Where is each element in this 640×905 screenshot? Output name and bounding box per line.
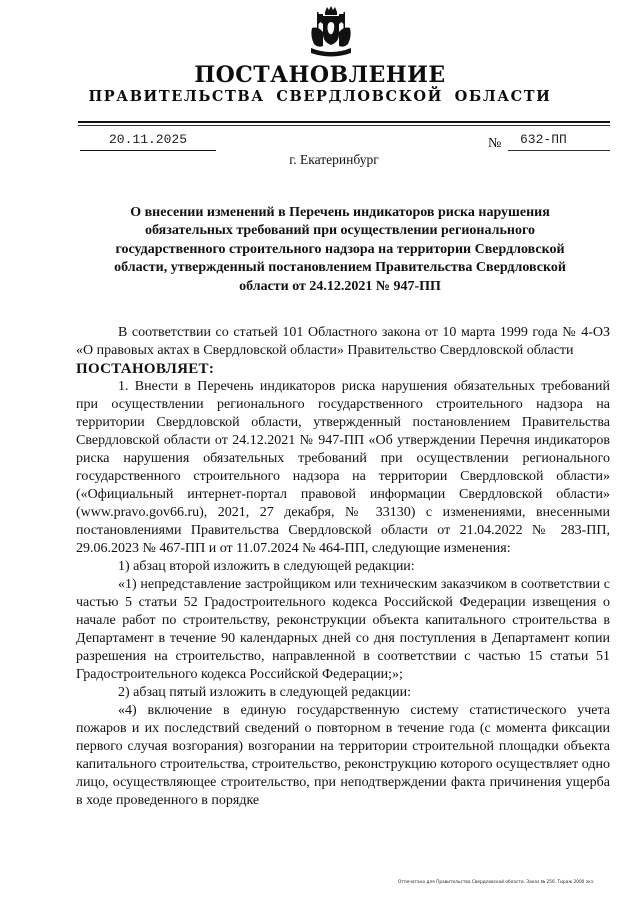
coat-of-arms-icon [308, 4, 354, 60]
decree-keyword: ПОСТАНОВЛЯЕТ: [76, 361, 215, 377]
document-heading: О внесении изменений в Перечень индикаторов риска нарушения обязательных требований при осуществлении регионального государственного строительного надзора на территории Свердловской области, утвержденный постановлением Правительства Свердловской области от 24.12.2021 № 947-ПП [114, 205, 566, 294]
header-rule-thick [78, 121, 610, 123]
issuing-authority: ПРАВИТЕЛЬСТВА СВЕРДЛОВСКОЙ ОБЛАСТИ [88, 88, 552, 105]
document-number: 632-ПП [508, 132, 610, 151]
issuing-city: г. Екатеринбург [289, 152, 379, 167]
number-sign: № [488, 136, 502, 151]
document-body [76, 324, 610, 810]
print-imprint-footer: Отпечатано для Правительства Свердловской области. Заказ № 256. Тираж 2000 экз. [398, 880, 595, 885]
document-type-title: ПОСТАНОВЛЕНИЕ [194, 62, 446, 88]
body-paragraph-5: «4) включение в единую государственную систему статистического учета пожаров и их последствий сведений о повторном в течение года (с момента фиксации первого случая возгорания) возгорании на территории строительной площадки объекта капитального строительства, строительство, реконструкцию которого осуществляет одно лицо, осуществляющее строительство, при неподтверждении факта причинения ущерба в ходе проведенного в порядке [76, 703, 610, 808]
header-rule-thin [78, 125, 610, 126]
body-paragraph-3: «1) непредставление застройщиком или техническим заказчиком в соответствии с частью 5 статьи 52 Градостроительного кодекса Российской Федерации извещения о начале работ по строительству, реконструкции объекта капитального строительства в Департамент в течение 90 календарных дней со дня поступления в Департамент копии разрешения на строительство, направленной в соответствии с частью 15 статьи 51 Градостроительного кодекса Российской Федерации;»; [76, 577, 610, 682]
preamble-paragraph: В соответствии со статьей 101 Областного закона от 10 марта 1999 года № 4-ОЗ «О правовых актах в Свердловской области» Правительство Свердловской области [76, 325, 610, 358]
body-paragraph-4: 2) абзац пятый изложить в следующей редакции: [118, 685, 411, 700]
document-date: 20.11.2025 [80, 132, 216, 151]
body-paragraph-2: 1) абзац второй изложить в следующей редакции: [118, 559, 415, 574]
body-paragraph-1: 1. Внести в Перечень индикаторов риска нарушения обязательных требований при осуществлении регионального государственного строительного надзора на территории Свердловской области, утвержденный постановлением Правительства Свердловской области от 24.12.2021 № 947-ПП «Об утверждении Перечня индикаторов риска нарушения обязательных требований при осуществлении регионального государственного строительного надзора на территории Свердловской области» («Официальный интернет-портал правовой информации Свердловской области» (www.pravo.gov66.ru), 2021, 27 декабря, № 33130) с изменениями, внесенными постановлениями Правительства Свердловской области от 21.04.2022 № 283-ПП, 29.06.2023 № 467-ПП и от 11.07.2024 № 464-ПП, следующие изменения: [76, 379, 610, 556]
